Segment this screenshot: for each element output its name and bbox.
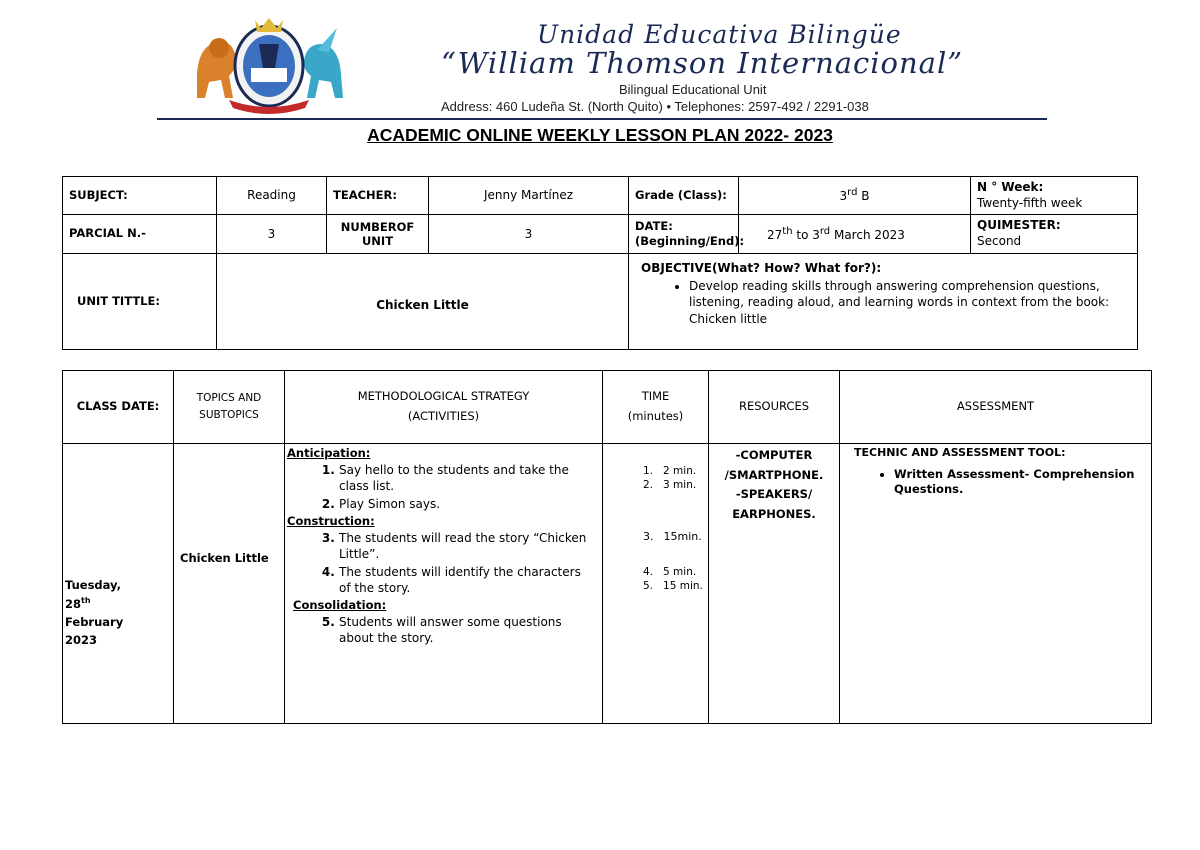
construction-list [287,530,596,597]
assessment-title: TECHNIC AND ASSESSMENT TOOL: [854,446,1066,459]
activity-1: 1. Say hello to the students and take the class list. [339,462,596,494]
class-date-number [65,595,167,614]
date-end-suffix: rd [819,225,831,237]
time-list [603,464,708,594]
date-value [739,215,971,254]
date-label [629,215,745,254]
resource-line: EARPHONES. [732,506,816,521]
consolidation-list [287,614,596,646]
topic-cell: Chicken Little [174,444,285,724]
parcial-label: PARCIAL N.- [63,215,217,254]
section-anticipation: Anticipation: [287,446,371,460]
time-value: 3 min. [663,479,697,492]
activity-4: 4. The students will identify the characters of the story. [339,564,596,596]
time-item [603,565,708,579]
header-time [603,371,709,444]
grade-section: B [857,189,870,204]
school-name: Unidad Educativa Bilingüe [537,20,902,49]
unit-number-value: 3 [429,215,629,254]
time-cell [603,444,709,724]
grade-suffix: rd [847,187,858,199]
time-item [603,530,708,545]
date-label-line2: (Beginning/End): [635,234,745,248]
unit-title-label: UNIT TITTLE: [63,254,217,350]
time-value: 15min. [663,530,702,544]
activity-2: 2. Play Simon says. [339,496,596,512]
assessment-cell [840,444,1152,724]
section-construction: Construction: [287,514,375,529]
assessment-list [854,467,1145,498]
week-label: N ° Week: [977,180,1044,194]
objective-cell [629,254,1138,350]
letterhead-rule [157,118,1047,120]
subject-value: Reading [217,177,327,215]
activities-cell [285,444,603,724]
anticipation-list [287,462,596,513]
document-title: ACADEMIC ONLINE WEEKLY LESSON PLAN 2022- 2023 [367,125,833,145]
header-class-date: CLASS DATE: [63,371,174,444]
unit-number-label-line1: NUMBEROF [340,219,415,234]
unit-title-value: Chicken Little [217,254,629,350]
header-time-line1: TIME [641,389,670,404]
unit-number-label [327,215,429,254]
info-table [62,176,1138,350]
time-value: 5 min. [663,566,697,579]
objective-label: OBJECTIVE(What? How? What for?): [641,261,882,275]
section-consolidation: Consolidation: [293,598,387,613]
objective-list [641,278,1131,327]
quimester-label: QUIMESTER: [977,218,1061,232]
header-assessment: ASSESSMENT [840,371,1152,444]
resource-line: -SPEAKERS/ [735,487,813,502]
class-date-day: Tuesday, [65,578,122,593]
grade-value [739,177,971,215]
week-value: Twenty-fifth week [977,196,1083,211]
grade-label: Grade (Class): [629,177,739,215]
header-method-line1: METHODOLOGICAL STRATEGY [357,389,530,404]
header-resources: RESOURCES [709,371,840,444]
resource-line: /SMARTPHONE. [724,467,824,482]
objective-item: • Develop reading skills through answering comprehension questions, listening, reading aloud, and learning words in context from the book: Chicken little [689,278,1131,327]
class-date-month: February [65,614,124,629]
teacher-value: Jenny Martínez [429,177,629,215]
time-index: 3. [643,530,654,544]
school-subtitle: “William Thomson Internacional” [441,46,964,80]
header-topics [174,371,285,444]
header-method [285,371,603,444]
assessment-item: • Written Assessment- Comprehension Questions. [894,467,1145,498]
time-index: 2. [643,479,654,492]
teacher-label: TEACHER: [327,177,429,215]
letterhead [157,14,1047,120]
class-date-year: 2023 [65,632,98,647]
address-line: Address: 460 Ludeña St. (North Quito) • Telephones: 2597-492 / 2291-038 [441,99,869,114]
class-date-suffix: th [81,596,91,606]
school-crest-logo [189,14,349,114]
class-date-cell [63,444,174,724]
time-index: 5. [643,580,654,593]
header-method-line2: (ACTIVITIES) [407,409,480,423]
header-topics-line2: SUBTOPICS [199,409,259,421]
unit-number-label-line2: UNIT [361,234,394,248]
header-time-line2: (minutes) [627,409,684,423]
time-item [603,478,708,492]
time-index: 4. [643,566,654,579]
quimester-value: Second [977,234,1022,249]
time-value: 15 min. [663,580,703,593]
class-date-num: 28 [65,597,82,612]
date-start-suffix: th [782,225,793,237]
activity-3: 3. The students will read the story “Chicken Little”. [339,530,596,562]
time-index: 1. [643,465,654,477]
time-item [603,579,708,593]
date-start-day: 27 [767,227,783,242]
subject-label: SUBJECT: [63,177,217,215]
quimester-cell [971,215,1138,254]
grade-number: 3 [839,189,848,204]
time-value: 2 min. [663,465,697,477]
activity-5: 5. Students will answer some questions about the story. [339,614,596,646]
resources-cell [709,444,840,724]
header-topics-line1: TOPICS AND [196,392,262,405]
date-label-line1: DATE: [635,219,673,234]
time-item [603,464,708,478]
parcial-value: 3 [217,215,327,254]
week-cell [971,177,1138,215]
lesson-plan-table [62,370,1152,724]
date-middle: to 3 [792,227,820,242]
resource-line: -COMPUTER [735,448,813,462]
unit-line: Bilingual Educational Unit [619,82,767,97]
date-end: March 2023 [830,227,905,242]
